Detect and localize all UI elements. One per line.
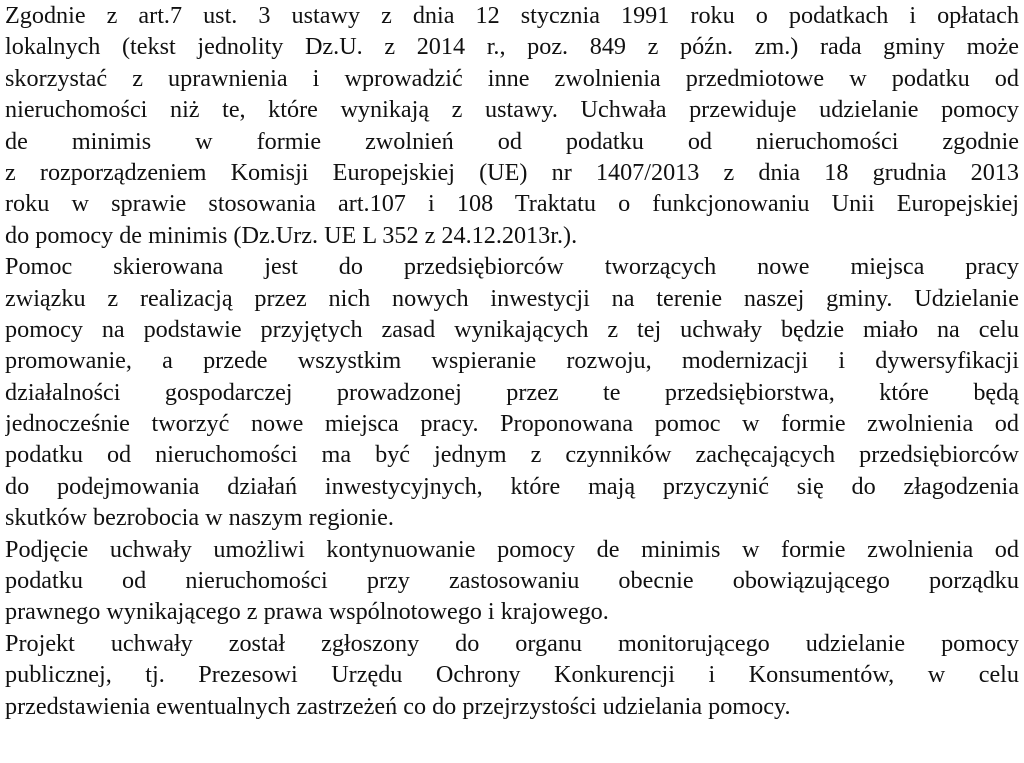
- text-line: Projekt uchwały został zgłoszony do organu monitorującego udzielanie pomocy: [5, 629, 1019, 657]
- text-line: podatku od nieruchomości przy zastosowaniu obecnie obowiązującego porządku: [5, 567, 1019, 595]
- text-line: publicznej, tj. Prezesowi Urzędu Ochrony Konkurencji i Konsumentów, w celu: [5, 661, 1019, 689]
- text-line: prawnego wynikającego z prawa wspólnotowego i krajowego.: [5, 598, 609, 626]
- text-line: do pomocy de minimis (Dz.Urz. UE L 352 z 24.12.2013r.).: [5, 221, 578, 249]
- text-line: jednocześnie tworzyć nowe miejsca pracy. Proponowana pomoc w formie zwolnienia od: [5, 410, 1019, 438]
- paragraph-continuation: [5, 534, 1019, 628]
- text-line: działalności gospodarczej prowadzonej przez te przedsiębiorstwa, które będą: [5, 378, 1019, 406]
- text-line: skorzystać z uprawnienia i wprowadzić inne zwolnienia przedmiotowe w podatku od: [5, 64, 1019, 92]
- text-line: nieruchomości niż te, które wynikają z ustawy. Uchwała przewiduje udzielanie pomocy: [5, 96, 1019, 124]
- text-line: roku w sprawie stosowania art.107 i 108 Traktatu o funkcjonowaniu Unii Europejskiej: [5, 190, 1019, 218]
- text-line: de minimis w formie zwolnień od podatku od nieruchomości zgodnie: [5, 127, 1019, 155]
- text-line: przedstawienia ewentualnych zastrzeżeń co do przejrzystości udzielania pomocy.: [5, 692, 791, 720]
- text-line: promowanie, a przede wszystkim wspieranie rozwoju, modernizacji i dywersyfikacji: [5, 347, 1019, 375]
- document-body: [5, 0, 1019, 722]
- text-line: do podejmowania działań inwestycyjnych, które mają przyczynić się do złagodzenia: [5, 472, 1019, 500]
- text-line: Podjęcie uchwały umożliwi kontynuowanie pomocy de minimis w formie zwolnienia od: [5, 535, 1019, 563]
- paragraph-legal-basis: [5, 0, 1019, 251]
- text-line: Pomoc skierowana jest do przedsiębiorców tworzących nowe miejsca pracy: [5, 253, 1019, 281]
- text-line: związku z realizacją przez nich nowych inwestycji na terenie naszej gminy. Udzielanie: [5, 284, 1019, 312]
- text-line: podatku od nieruchomości ma być jednym z czynników zachęcających przedsiębiorców: [5, 441, 1019, 469]
- paragraph-aid-purpose: [5, 251, 1019, 534]
- text-line: z rozporządzeniem Komisji Europejskiej (UE) nr 1407/2013 z dnia 18 grudnia 2013: [5, 158, 1019, 186]
- text-line: Zgodnie z art.7 ust. 3 ustawy z dnia 12 stycznia 1991 roku o podatkach i opłatach: [5, 2, 1019, 29]
- text-line: skutków bezrobocia w naszym regionie.: [5, 504, 394, 532]
- text-line: pomocy na podstawie przyjętych zasad wynikających z tej uchwały będzie miało na celu: [5, 315, 1019, 343]
- paragraph-notification: [5, 628, 1019, 722]
- text-line: lokalnych (tekst jednolity Dz.U. z 2014 r., poz. 849 z późn. zm.) rada gminy może: [5, 33, 1019, 61]
